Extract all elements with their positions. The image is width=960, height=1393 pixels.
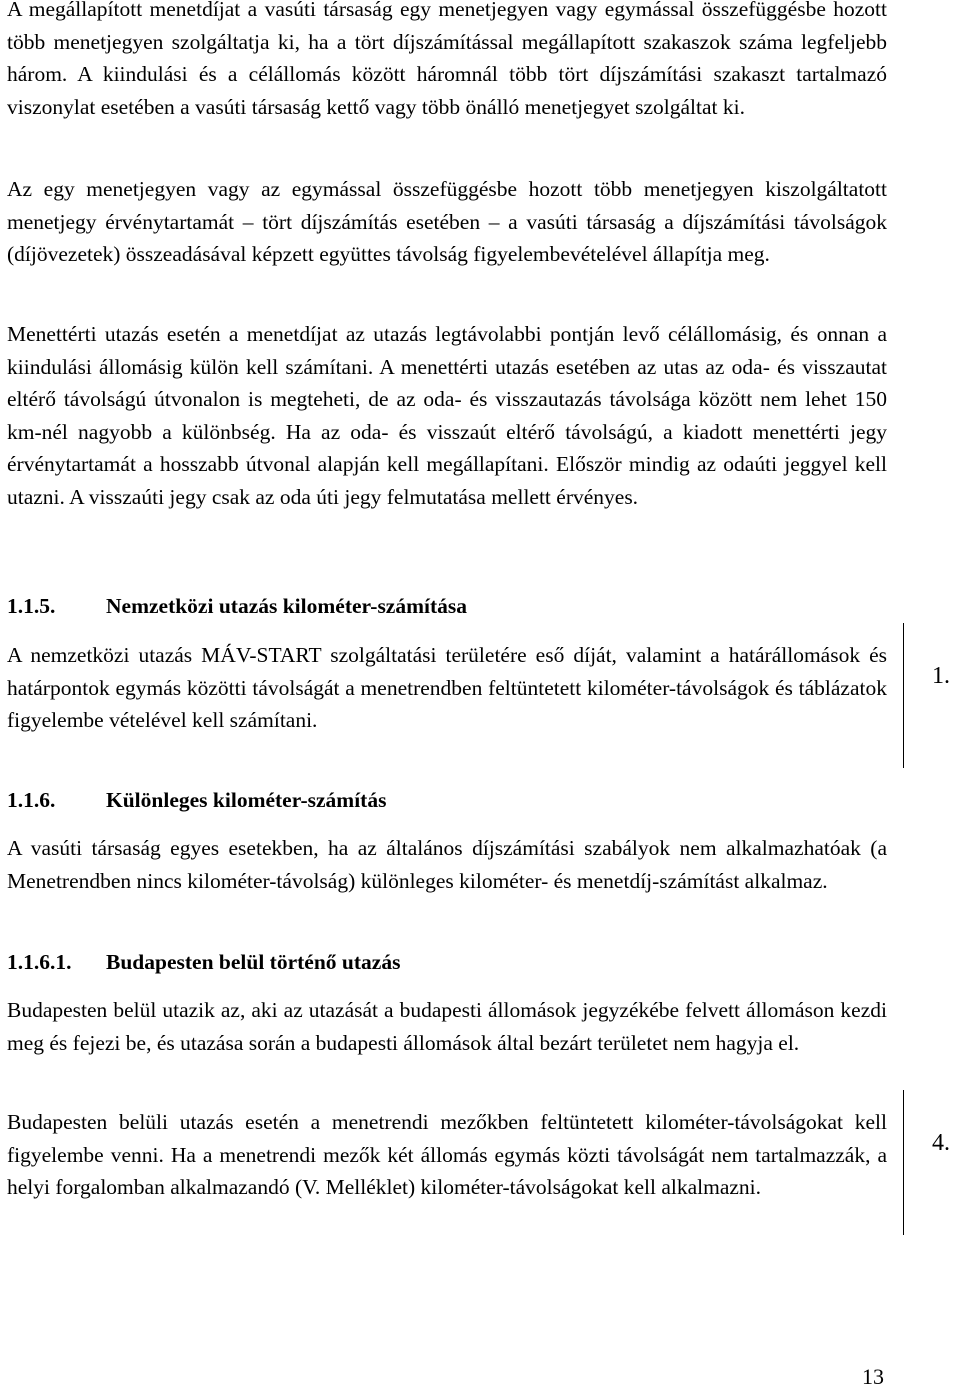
paragraph-special-km: A vasúti társaság egyes esetekben, ha az általános díjszámítási szabályok nem alkalmazhatóak (a Menetrendben nincs kilométer-távolság) különleges kilométer- és menetdíj-számítást alkalmaz. <box>7 836 887 893</box>
section-heading-1-1-6 <box>7 784 386 816</box>
section-heading-1-1-5 <box>7 590 467 622</box>
section-title: Nemzetközi utazás kilométer-számítása <box>106 594 468 618</box>
margin-change-bar <box>903 623 904 768</box>
section-heading-1-1-6-1 <box>7 946 400 978</box>
section-title: Budapesten belül történő utazás <box>106 950 401 974</box>
margin-note-1: 1. <box>932 663 950 689</box>
paragraph-budapest-distances: Budapesten belüli utazás esetén a menetrendi mezőkben feltüntetett kilométer-távolságokat kell figyelembe venni. Ha a menetrendi mezők két állomás egymás közti távolságát nem tartalmazzák, a helyi forgalomban alkalmazandó (V. Melléklet) kilométer-távolságokat kell alkalmazni. <box>7 1110 887 1199</box>
page-number: 13 <box>862 1364 884 1389</box>
paragraph-budapest-definition: Budapesten belül utazik az, aki az utazását a budapesti állomások jegyzékébe felvett állomáson kezdi meg és fejezi be, és utazása során a budapesti állomások által bezárt területet nem hagyja el. <box>7 998 887 1055</box>
margin-note-4: 4. <box>932 1130 950 1156</box>
margin-change-bar <box>903 1090 904 1235</box>
section-number: 1.1.5. <box>7 594 56 618</box>
section-number: 1.1.6. <box>7 788 56 812</box>
paragraph-return-journey: Menettérti utazás esetén a menetdíjat az utazás legtávolabbi pontján levő célállomásig, és onnan a kiindulási állomásig külön kell számítani. A menettérti utazás esetében az utas az oda- és visszautat eltérő távolságú útvonalon is megteheti, de az oda- és visszautazás távolsága között nem lehet 150 km-nél nagyobb a különbség. Ha az oda- és visszaút eltérő távolságú, a kiadott menettérti jegy érvénytartamát a hosszabb útvonal alapján kell megállapítani. Először mindig az odaúti jeggyel kell utazni. A visszaúti jegy csak az oda úti jegy felmutatása mellett érvényes. <box>7 322 887 509</box>
paragraph-ticket-validity: Az egy menetjegyen vagy az egymással összefüggésbe hozott több menetjegyen kiszolgáltatott menetjegy érvénytartamát – tört díjszámítás esetében – a vasúti társaság a díjszámítási távolságok (díjövezetek) összeadásával képzett együttes távolság figyelembevételével állapítja meg. <box>7 177 887 266</box>
paragraph-ticket-issuance: A megállapított menetdíjat a vasúti társaság egy menetjegyen vagy egymással összefüggésbe hozott több menetjegyen szolgáltatja ki, ha a tört díjszámítással megállapított szakaszok száma legfeljebb három. A kiindulási és a célállomás között háromnál több tört díjszámítási szakaszt tartalmazó viszonylat esetében a vasúti társaság kettő vagy több önálló menetjegyet szolgáltat ki. <box>7 0 887 119</box>
section-number: 1.1.6.1. <box>7 950 72 974</box>
section-title: Különleges kilométer-számítás <box>106 788 387 812</box>
paragraph-international-km: A nemzetközi utazás MÁV-START szolgáltatási területére eső díját, valamint a határállomások és határpontok egymás közötti távolságát a menetrendben feltüntetett kilométer-távolságok és táblázatok figyelembe vételével kell számítani. <box>7 643 887 732</box>
